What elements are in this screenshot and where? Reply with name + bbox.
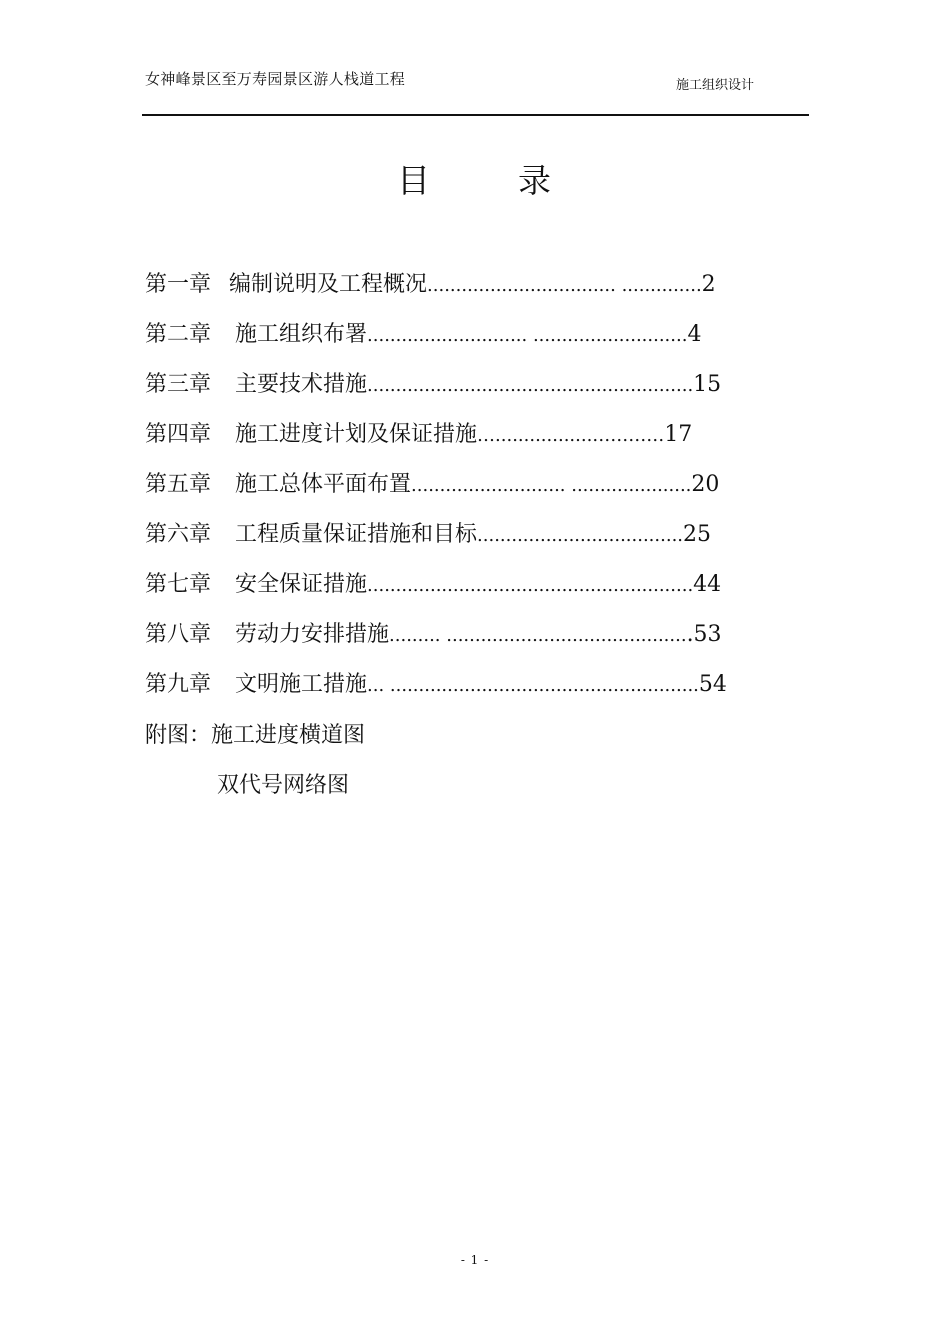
toc-chapter-name: 施工组织布署 <box>235 322 368 347</box>
toc-entry[interactable] <box>145 620 722 650</box>
toc-page-number: 44 <box>693 572 722 597</box>
toc-chapter-name: 劳动力安排措施 <box>235 622 390 647</box>
appendix-label[interactable]: 附图：施工进度横道图 <box>145 723 366 748</box>
toc-entry[interactable] <box>145 370 721 400</box>
toc-page-number: 25 <box>683 522 712 547</box>
toc-chapter-number: 第五章 <box>145 472 212 497</box>
toc-entry[interactable] <box>145 570 721 600</box>
toc-chapter-number: 第七章 <box>145 572 212 597</box>
toc-leader: ......................................................... <box>367 375 694 396</box>
toc-entry[interactable] <box>145 670 727 700</box>
toc-chapter-name: 主要技术措施 <box>235 372 368 397</box>
toc-chapter-name: 施工总体平面布置 <box>235 472 412 497</box>
toc-chapter-number: 第四章 <box>145 422 212 447</box>
toc-page-number: .53 <box>686 622 722 647</box>
toc-leader: ......................................................... <box>367 575 694 596</box>
toc-chapter-name: 安全保证措施 <box>235 572 368 597</box>
toc-page-number: 17 <box>664 422 693 447</box>
header-project-title: 女神峰景区至万寿园景区游人栈道工程 <box>145 70 406 88</box>
toc-chapter-number: 第八章 <box>145 622 212 647</box>
toc-page-number: 54 <box>698 672 727 697</box>
header-doc-type: 施工组织设计 <box>676 78 755 93</box>
toc-entry[interactable] <box>145 470 719 500</box>
toc-leader: ….................………… <box>477 425 665 446</box>
toc-entry[interactable] <box>145 420 692 450</box>
toc-chapter-number: 第六章 <box>145 522 212 547</box>
toc-leader: .................................... <box>477 525 684 546</box>
toc-leader: ................................. .............. <box>427 275 702 296</box>
toc-entry[interactable] <box>145 270 716 300</box>
toc-leader: ............................ ........................... <box>367 325 688 346</box>
toc-entry[interactable] <box>145 520 711 550</box>
toc-entry[interactable] <box>145 320 701 350</box>
toc-leader: ......... .......................................... <box>389 625 687 646</box>
toc-chapter-number: 第三章 <box>145 372 212 397</box>
header-divider <box>142 114 809 116</box>
toc-chapter-name: 编制说明及工程概况 <box>229 272 428 297</box>
page-number: - 1 - <box>460 1253 490 1267</box>
toc-leader: ... ...................................................... <box>367 675 699 696</box>
toc-title <box>0 155 950 202</box>
toc-page-number: 20 <box>691 472 720 497</box>
toc-leader: ........................... ..................... <box>411 475 692 496</box>
toc-page-number: 4 <box>687 322 702 347</box>
toc-page-number: 2 <box>701 272 716 297</box>
toc-chapter-number: 第二章 <box>145 322 212 347</box>
toc-chapter-name: 文明施工措施 <box>235 672 368 697</box>
toc-chapter-number: 第一章 <box>145 272 212 297</box>
toc-chapter-name: 施工进度计划及保证措施 <box>235 422 478 447</box>
toc-title-char-2: 录 <box>518 161 553 200</box>
toc-title-char-1: 目 <box>397 161 432 200</box>
toc-chapter-number: 第九章 <box>145 672 212 697</box>
appendix-sub-item[interactable]: 双代号网络图 <box>217 773 350 798</box>
toc-chapter-name: 工程质量保证措施和目标 <box>235 522 478 547</box>
toc-page-number: 15 <box>693 372 722 397</box>
